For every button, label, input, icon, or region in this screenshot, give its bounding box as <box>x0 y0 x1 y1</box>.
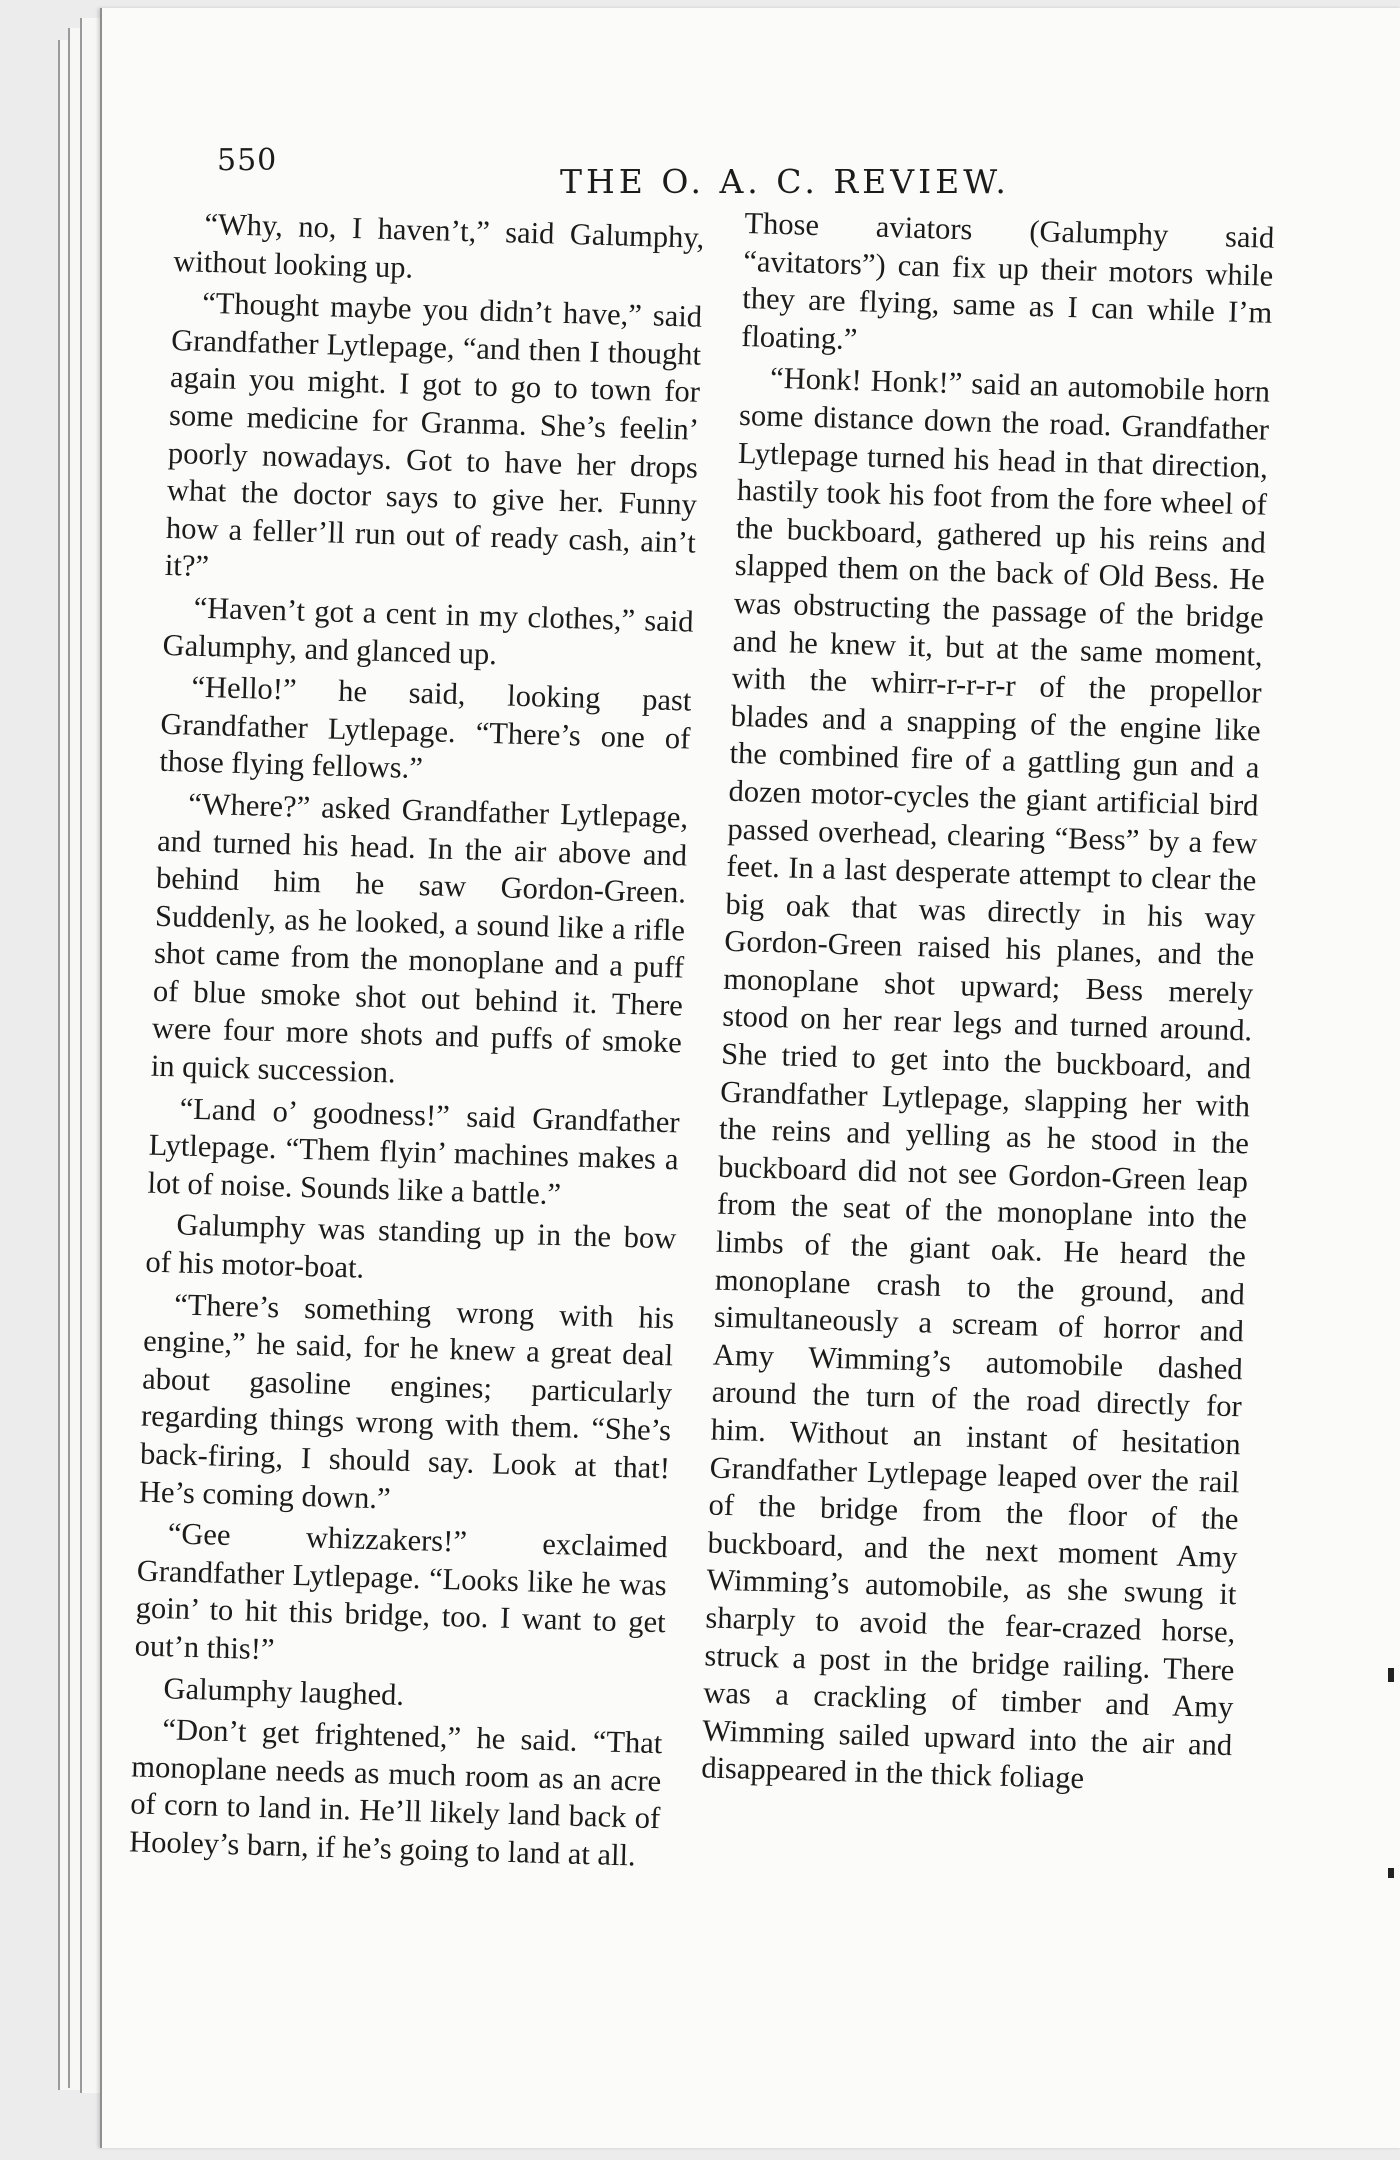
paragraph: “Honk! Honk!” said an automobile horn some distance down the road. Grandfather Lytlepage turned his head in that direction, hastily took his foot from the fore wheel of the buckboard, gathered up his reins and slapped them on the back of Old Bess. He was obstructing the passage of the bridge and he knew it, but at the same moment, with the whirr-r-r-r-r of the propellor blades and a snapping of the engine like the combined fire of a gattling gun and a dozen motor-cycles the giant artificial bird passed overhead, clearing “Bess” by a few feet. In a last desperate attempt to clear the big oak that was directly in his way Gordon-Green raised his planes, and the monoplane shot upward; Bess merely stood on her rear legs and turned around. She tried to get into the buckboard, and Grandfather Lytlepage, slapping her with the reins and yelling as he stood in the buckboard did not see Gordon-Green leap from the seat of the monoplane into the limbs of the giant oak. He heard the monoplane crash to the ground, and simultaneously a scream of horror and Amy Wimming’s automobile dashed around the turn of the road directly for him. Without an instant of hesitation Grandfather Lytlepage leaped over the rail of the bridge from the floor of the buckboard, and the next moment Amy Wimming’s automobile, as she swung it sharply to avoid the fear-crazed horse, struck a post in the bridge railing. There was a crackling of timber and Amy Wimming sailed upward into the air and disappeared in the thick foliage <box>700 361 1271 1796</box>
paragraph: Those aviators (Galumphy said “avitators”) can fix up their motors while they are flying, same as I can while I’m floating.” <box>740 205 1275 356</box>
paragraph: “Why, no, I haven’t,” said Galumphy, without looking up. <box>172 206 705 285</box>
paragraph: “Where?” asked Grandfather Lytlepage, and turned his head. In the air above and behind him he saw Gordon-Green. Suddenly, as he looked, a sound like a rifle shot came from the monoplane and a puff of blue smoke shot out behind it. There were four more shots and puffs of smoke in quick succession. <box>150 786 689 1090</box>
page-number: 550 <box>217 143 278 178</box>
paragraph: “Land o’ goodness!” said Grandfather Lytlepage. “Them flyin’ machines makes a lot of noise. Sounds like a battle.” <box>147 1091 681 1211</box>
running-head: THE O. A. C. REVIEW. <box>560 162 1010 201</box>
paragraph: “There’s something wrong with his engine,” he said, for he knew a great deal about gasoline engines; particularly regarding things wrong with them. “She’s back-firing, I should say. Look at that! He’s coming down.” <box>138 1287 675 1516</box>
right-column <box>701 205 1275 1806</box>
paragraph: “Haven’t got a cent in my clothes,” said Galumphy, and glanced up. <box>162 590 695 671</box>
scan-mark <box>1388 1868 1394 1878</box>
paragraph: “Hello!” he said, looking past Grandfather Lytlepage. “There’s one of those flying fellows.” <box>158 669 692 786</box>
paragraph: “Thought maybe you didn’t have,” said Grandfather Lytlepage, “and then I thought again you might. I got to go to town for some medicine for Granma. She’s feelin’ poorly nowadays. Got to have her drops what the doctor says to give her. Funny how a feller’ll run out of ready cash, ain’t it?” <box>164 285 703 584</box>
paragraph: “Gee whizzakers!” exclaimed Grandfather Lytlepage. “Looks like he was goin’ to hit this bridge, too. I want to get out’n this!” <box>134 1516 669 1667</box>
left-column <box>129 205 705 1880</box>
paragraph: Galumphy was standing up in the bow of his motor-boat. <box>145 1207 677 1285</box>
paragraph: Galumphy laughed. <box>163 1670 405 1712</box>
scan-mark <box>1388 1668 1394 1682</box>
paragraph: “Don’t get frightened,” he said. “That monoplane needs as much room as an acre of corn to land in. He’ll likely land back of Hooley’s barn, if he’s going to land at all. <box>128 1712 663 1873</box>
